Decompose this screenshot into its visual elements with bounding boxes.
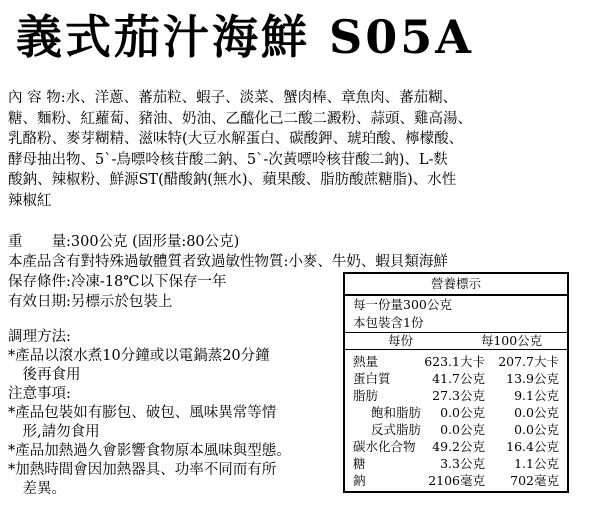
per-100g-value: 0.0公克 [514,405,559,420]
per-100g-value: 1.1公克 [514,456,559,471]
nutrition-column-headers [345,332,567,350]
per-100g-value: 207.7大卡 [498,354,559,369]
per-100g-value: 0.0公克 [514,422,559,437]
caution-line: *產品包裝如有膨包、破包、風味異常等情 [8,405,277,421]
nutrition-row [345,421,567,438]
ingredients-line: 內 容 物:水、洋蔥、蕃茄粒、蝦子、淡菜、蟹肉棒、章魚肉、蕃茄糊、 [8,90,458,106]
weight-line: 重 量:300公克 (固形量:80公克) [8,234,240,250]
storage-line: 保存條件:冷凍-18℃以下保存一年 [8,274,227,290]
allergen-line: 本產品含有對特殊過敏體質者致過敏性物質:小麥、牛奶、蝦貝類海鮮 [8,254,448,270]
per-serving-value: 0.0公克 [440,422,485,437]
caution-line: *加熱時間會因加熱器具、功率不同而有所 [8,462,277,478]
nutrition-row [345,404,567,421]
nutrition-row [345,387,567,404]
ingredients-line: 辣椒紅 [8,192,52,209]
nutrient-name: 反式脂肪 [371,422,422,437]
nutrient-name: 飽和脂肪 [371,405,422,420]
serving-size: 每一份量300公克 [353,297,452,312]
expiry-line: 有效日期:另標示於包裝上 [8,294,173,310]
nutrition-header: 營養標示 [345,274,567,296]
nutrition-row [345,472,567,489]
ingredients-line: 糖、麵粉、紅蘿蔔、豬油、奶油、乙醯化己二酸二澱粉、蒜頭、雞高湯、 [8,110,472,127]
per-100g-value: 9.1公克 [514,388,559,403]
nutrient-name: 熱量 [353,354,379,369]
nutrition-rows [345,350,567,491]
col-per-100g: 每100公克 [480,333,543,348]
ingredients-block [8,88,586,211]
cooking-line: *產品以滾水煮10分鐘或以電鍋蒸20分鐘 [8,348,270,364]
product-title: 義式茄汁海鮮 S05A [16,10,474,64]
caution-heading: 注意事項: [8,386,71,402]
caution-line: 形,請勿食用 [8,424,100,440]
caution-line: 差異。 [8,481,66,497]
per-serving-value: 27.3公克 [432,388,485,403]
ingredients-line: 酵母抽出物、5ˋ-鳥嘌呤核苷酸二鈉、5ˋ-次黃嘌呤核苷酸二鈉)、L-麩 [8,151,448,168]
cooking-line: 後再食用 [8,367,81,383]
per-serving-value: 3.3公克 [440,456,485,471]
nutrition-row [345,438,567,455]
ingredients-line: 乳酪粉、麥芽糊精、滋味特(大豆水解蛋白、碳酸鉀、琥珀酸、檸檬酸、 [8,131,464,147]
nutrition-row [345,370,567,387]
notes-block [8,328,338,499]
servings-per-package: 本包裝含1份 [353,315,424,330]
caution-line: *產品加熱過久會影響食物原本風味與型態。 [8,443,291,459]
per-100g-value: 16.4公克 [506,439,559,454]
nutrient-name: 蛋白質 [353,371,391,386]
cooking-heading: 調理方法: [8,329,71,345]
per-100g-value: 13.9公克 [506,371,559,386]
nutrient-name: 碳水化合物 [353,439,416,454]
per-serving-value: 0.0公克 [440,405,485,420]
nutrient-name: 鈉 [353,473,366,488]
per-serving-value: 49.2公克 [432,439,485,454]
nutrient-name: 糖 [353,456,366,471]
col-per-serving: 每份 [387,333,413,348]
per-serving-value: 623.1大卡 [424,354,485,369]
nutrition-row [345,455,567,472]
nutrition-facts-table [343,272,569,493]
ingredients-line: 酸鈉、辣椒粉、鮮源ST(醋酸鈉(無水)、蘋果酸、脂肪酸蔗糖脂)、水性 [8,172,457,188]
per-serving-value: 41.7公克 [432,371,485,386]
per-100g-value: 702毫克 [510,473,559,488]
per-serving-value: 2106毫克 [428,473,485,488]
nutrient-name: 脂肪 [353,388,379,403]
nutrition-row [345,353,567,370]
